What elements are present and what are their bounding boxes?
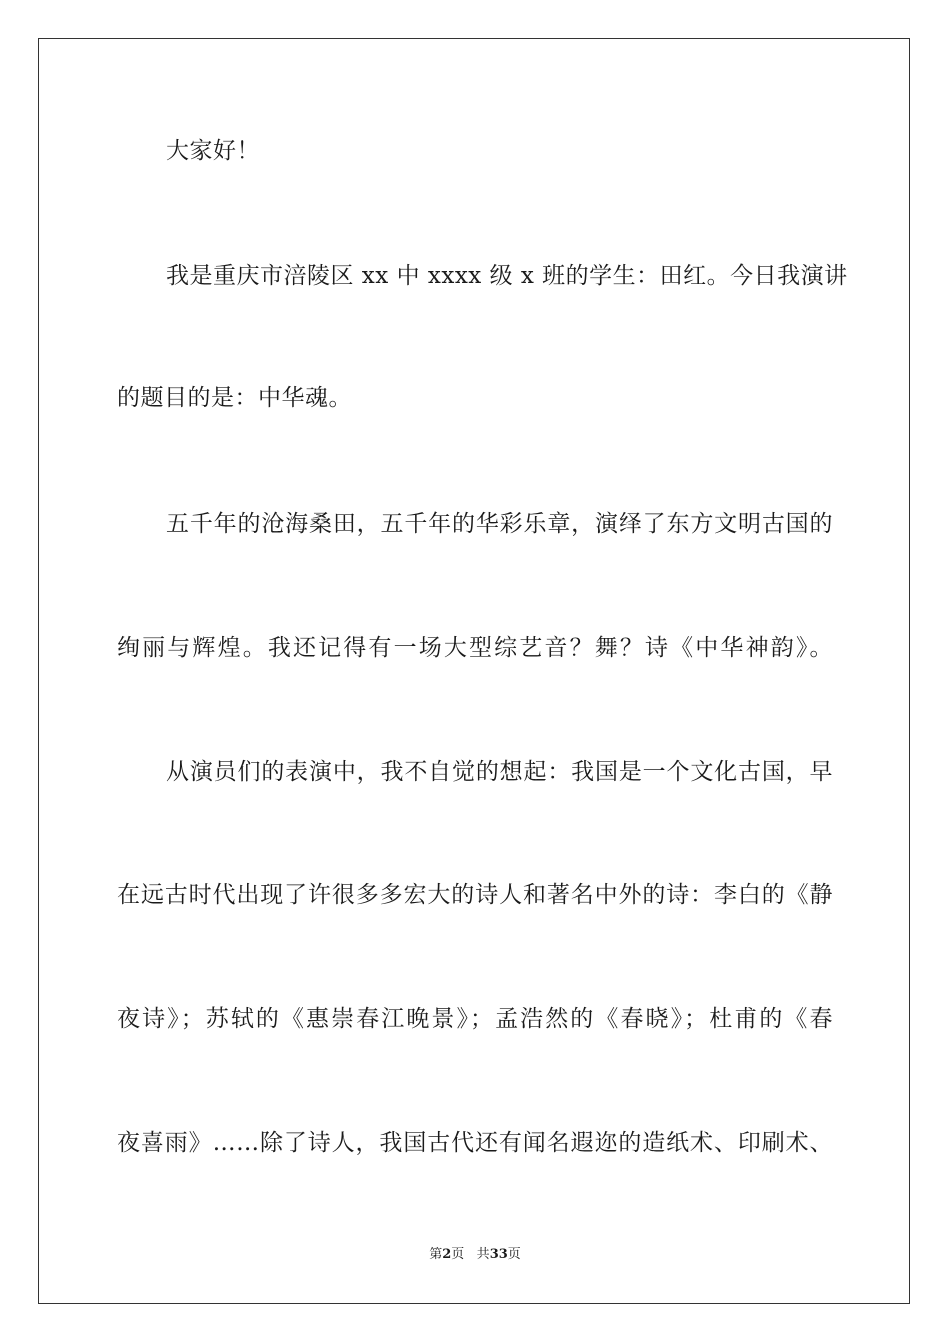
- paragraph-2-line-2: 绚丽与辉煌。我还记得有一场大型综艺音？舞？诗《中华神韵》。: [117, 635, 833, 661]
- paragraph-2-line-1: 五千年的沧海桑田，五千年的华彩乐章，演绎了东方文明古国的: [166, 511, 833, 537]
- page-prefix: 第: [429, 1247, 443, 1262]
- paragraph-3-line-2: 在远古时代出现了许很多多宏大的诗人和著名中外的诗：李白的《静: [117, 882, 833, 908]
- paragraph-3-line-1: 从演员们的表演中，我不自觉的想起：我国是一个文化古国，早: [166, 759, 833, 785]
- page-footer: [0, 1245, 950, 1265]
- total-pages: 33: [489, 1247, 508, 1262]
- page-border: [38, 38, 910, 1304]
- paragraph-3-line-3: 夜诗》；苏轼的《惠崇春江晚景》；孟浩然的《春晓》；杜甫的《春: [117, 1006, 833, 1032]
- total-suffix: 页: [507, 1247, 521, 1262]
- greeting-line: 大家好！: [166, 138, 260, 164]
- page-number: 2: [442, 1247, 452, 1262]
- paragraph-1-line-2: 的题目的是：中华魂。: [117, 385, 352, 411]
- total-prefix: 共: [476, 1247, 490, 1262]
- paragraph-1-line-1: 我是重庆市涪陵区 xx 中 xxxx 级 x 班的学生：田红。今日我演讲: [166, 263, 848, 289]
- paragraph-3-line-4: 夜喜雨》……除了诗人，我国古代还有闻名遐迩的造纸术、印刷术、: [117, 1130, 833, 1156]
- page-suffix: 页: [451, 1247, 465, 1262]
